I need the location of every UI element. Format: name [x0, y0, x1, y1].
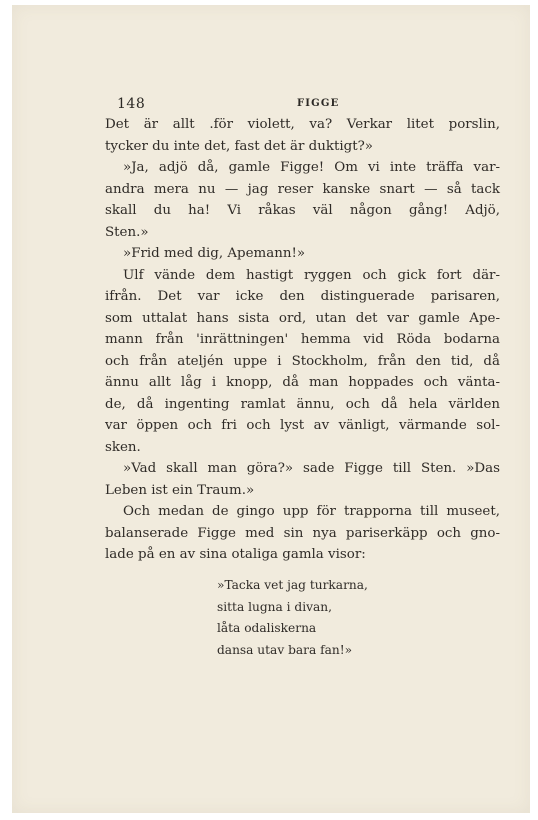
- verse-block: [217, 576, 417, 662]
- text-line: Det är allt .för violett, va? Verkar litet porslin,: [105, 117, 500, 132]
- text-line: »Frid med dig, Apemann!»: [123, 246, 306, 261]
- text-line: som uttalat hans sista ord, utan det var gamle Ape-: [105, 310, 500, 326]
- verse-line: sitta lugna i divan,: [217, 599, 332, 614]
- page-number: 148: [117, 96, 146, 112]
- text-line: Ulf vände dem hastigt ryggen och gick fort där-: [123, 267, 500, 283]
- page-header: [117, 96, 512, 116]
- text-line: var öppen och fri och lyst av vänligt, värmande sol-: [105, 418, 500, 433]
- text-line: balanserade Figge med sin nya pariserkäpp och gno-: [105, 525, 500, 541]
- text-line: Leben ist ein Traum.»: [105, 482, 255, 498]
- text-line: och från ateljén uppe i Stockholm, från den tid, då: [105, 353, 500, 369]
- text-line: ännu allt låg i knopp, då man hoppades och vänta-: [105, 375, 500, 390]
- text-line: tycker du inte det, fast det är duktigt?»: [105, 138, 373, 154]
- text-line: sken.: [105, 439, 141, 455]
- verse-line: dansa utav bara fan!»: [217, 642, 353, 657]
- body-text: [105, 114, 500, 566]
- text-line: andra mera nu — jag reser kanske snart — så tack: [105, 181, 500, 197]
- text-line: mann från 'inrättningen' hemma vid Röda bodarna: [105, 332, 500, 347]
- verse-line: låta odaliskerna: [217, 621, 317, 635]
- text-line: de, då ingenting ramlat ännu, och då hela världen: [105, 396, 500, 412]
- text-line: Och medan de gingo upp för trapporna till museet,: [123, 504, 500, 519]
- text-line: skall du ha! Vi råkas väl någon gång! Adjö,: [105, 203, 500, 218]
- text-line: ifrån. Det var icke den distinguerade parisaren,: [105, 289, 500, 304]
- text-line: Sten.»: [105, 224, 149, 240]
- text-line: »Vad skall man göra?» sade Figge till Sten. »Das: [123, 461, 500, 476]
- verse-line: »Tacka vet jag turkarna,: [217, 578, 368, 592]
- text-line: lade på en av sina otaliga gamla visor:: [105, 547, 366, 562]
- running-title: FIGGE: [297, 98, 340, 109]
- text-line: »Ja, adjö då, gamle Figge! Om vi inte träffa var-: [123, 160, 500, 175]
